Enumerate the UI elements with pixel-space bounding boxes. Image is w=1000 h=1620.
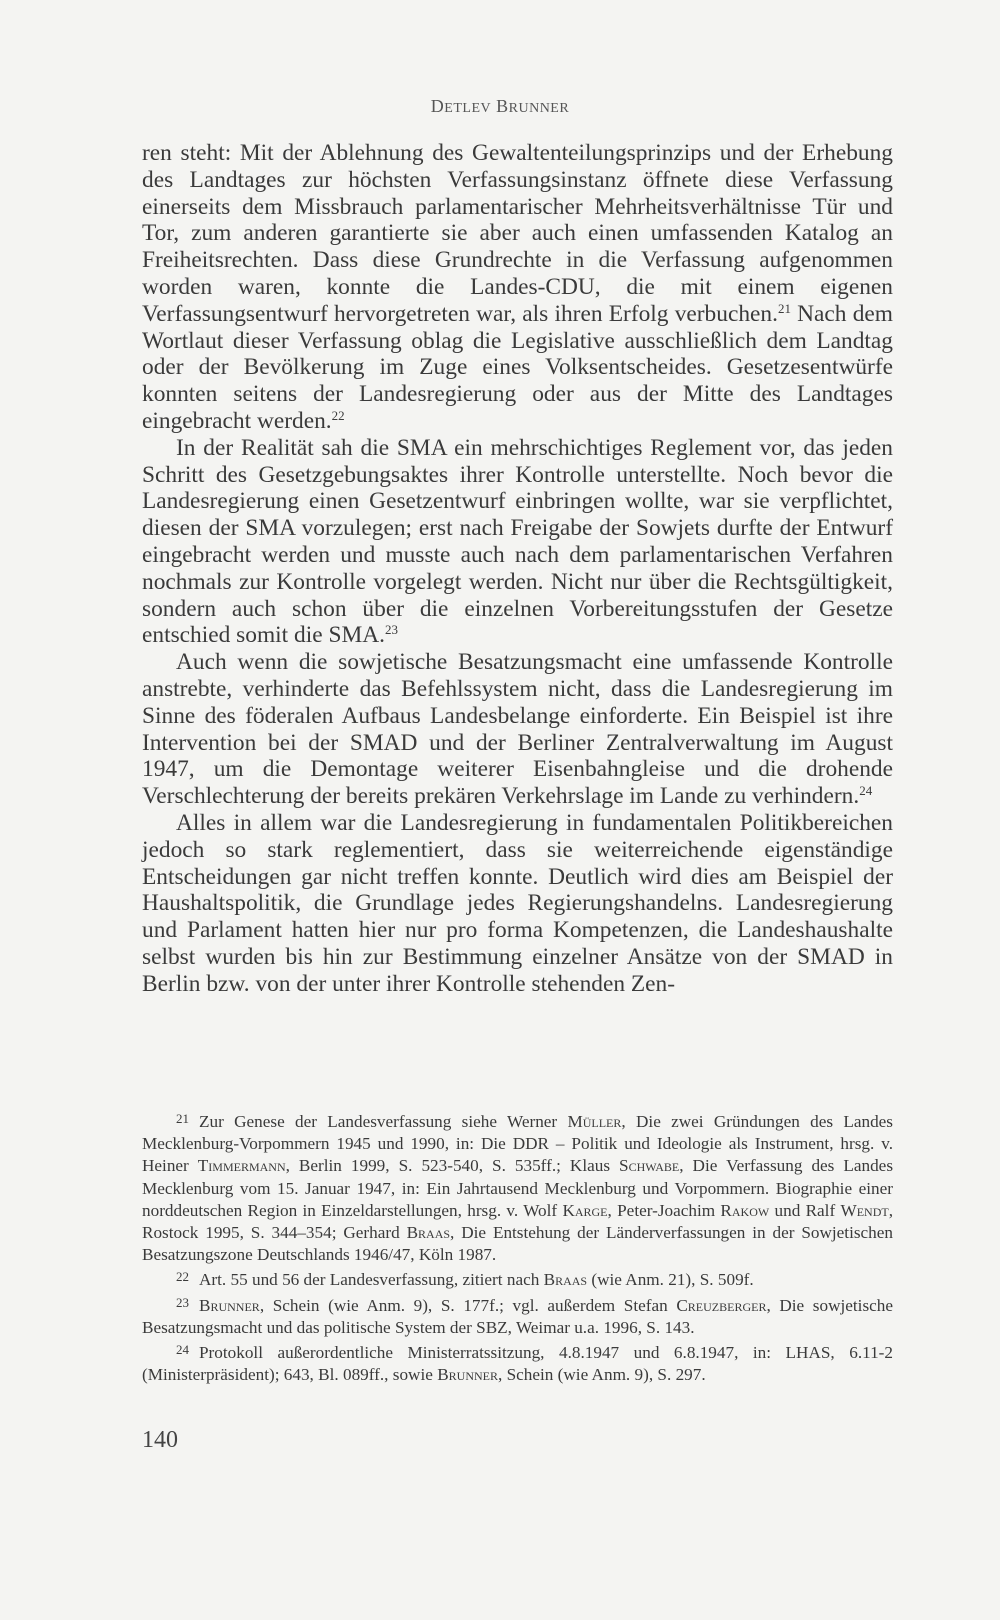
footnote-22: $^{22}$ Art. 55 und 56 der Landesverfassung, zitiert nach Braas (wie Anm. 21), S. 509f.	[176, 1269, 754, 1290]
running-header	[0, 96, 1000, 117]
main-text	[142, 140, 893, 998]
footnote-ref-22[interactable]: 22	[331, 407, 345, 423]
page-number: 140	[142, 1427, 178, 1453]
footnote-23: $^{23}$ Brunner, Schein (wie Anm. 9), S. 177f.; vgl. außerdem Stefan Creuzberger, Die sowjetische Besatzungsmacht und das politische System der SBZ, Weimar u.a. 1996, S. 143.	[142, 1294, 893, 1337]
footnote-ref-23[interactable]: 23	[385, 622, 398, 638]
paragraph-3: Auch wenn die sowjetische Besatzungsmacht eine umfassende Kontrolle anstrebte, verhinderte das Befehlssystem nicht, dass die Landesregierung im Sinne des föderalen Aufbaus Landesbelange einforderte. Ein Beispiel ist ihre Intervention bei der SMAD und der Berliner Zentralverwaltung im August 1947, um die Demontage weiterer Eisenbahngleise und die drohende Verschlechterung der bereits prekären Verkehrslage im Lande zu verhindern.$^{24}$	[142, 649, 893, 810]
header-initial-first: D	[430, 96, 445, 116]
header-last-name-rest: RUNNER	[508, 101, 570, 116]
footnote-21: $^{21}$ Zur Genese der Landesverfassung siehe Werner Müller, Die zwei Gründungen des Landes Mecklenburg-Vorpommern 1945 und 1990, in: Die DDR – Politik und Ideologie als Instrument, hrsg. v. Heiner Timmermann, Berlin 1999, S. 523-540, S. 535ff.; Klaus Schwabe, Die Verfassung des Landes Mecklenburg vom 15. Januar 1947, in: Ein Jahrtausend Mecklenburg und Vorpommern. Biographie einer norddeutschen Region in Einzeldarstellungen, hrsg. v. Wolf Karge, Peter-Joachim Rakow und Ralf Wendt, Rostock 1995, S. 344–354; Gerhard Braas, Die Entstehung der Länderverfassungen in der Sowjetischen Besatzungszone Deutschlands 1946/47, Köln 1987.	[142, 1111, 894, 1265]
footnote-24: $^{24}$ Protokoll außerordentliche Ministerratssitzung, 4.8.1947 und 6.8.1947, in: LHAS, 6.11-2 (Ministerpräsident); 643, Bl. 089ff., sowie Brunner, Schein (wie Anm. 9), S. 297.	[142, 1342, 893, 1385]
footnotes	[142, 1108, 893, 1386]
paragraph-2: In der Realität sah die SMA ein mehrschichtiges Reglement vor, das jeden Schritt des Gesetzgebungsaktes ihrer Kontrolle unterstellte. Noch bevor die Landesregierung einen Gesetzentwurf einbringen wollte, war sie verpflichtet, diesen der SMA vorzulegen; erst nach Freigabe der Sowjets durfte der Entwurf eingebracht werden und musste auch nach dem parlamentarischen Verfahren nochmals zur Kontrolle vorgelegt werden. Nicht nur über die Rechtsgültigkeit, sondern auch schon über die einzelnen Vorbereitungsstufen der Gesetze entschied somit die SMA.$^{23}$	[142, 434, 893, 649]
paragraph-1: ren steht: Mit der Ablehnung des Gewaltenteilungsprinzips und der Erhebung des Landtages zur höchsten Verfassungsinstanz öffnete diese Verfassung einerseits dem Missbrauch parlamentarischer Mehrheitsverhältnisse Tür und Tor, zum anderen garantierte sie aber auch einen umfassenden Katalog an Freiheitsrechten. Dass diese Grundrechte in die Verfassung aufgenommen worden waren, konnte die Landes-CDU, die mit einem eigenen Verfassungsentwurf hervorgetreten war, als ihren Erfolg verbuchen.$^{21}$ Nach dem Wortlaut dieser Verfassung oblag die Legislative ausschließlich dem Landtag oder der Bevölkerung im Zuge eines Volksentscheides. Gesetzesentwürfe konnten seitens der Landesregierung oder aus der Mitte des Landtages eingebracht werden.$^{22}$	[142, 140, 893, 434]
header-first-name-rest: ETLEV	[444, 101, 492, 116]
header-initial-last: B	[496, 96, 509, 116]
footnote-ref-24[interactable]: 24	[859, 783, 873, 799]
footnote-ref-21[interactable]: 21	[777, 300, 791, 316]
paragraph-4: Alles in allem war die Landesregierung in fundamentalen Politikbereichen jedoch so stark reglementiert, dass sie weiterreichende eigenständige Entscheidungen gar nicht treffen konnte. Deutlich wird dies am Beispiel der Haushaltspolitik, die Grundlage jedes Regierungshandelns. Landesregierung und Parlament hatten hier nur pro forma Kompetenzen, die Landeshaushalte selbst wurden bis hin zur Bestimmung einzelner Ansätze von der SMAD in Berlin bzw. von der unter ihrer Kontrolle stehenden Zen-	[142, 809, 893, 997]
